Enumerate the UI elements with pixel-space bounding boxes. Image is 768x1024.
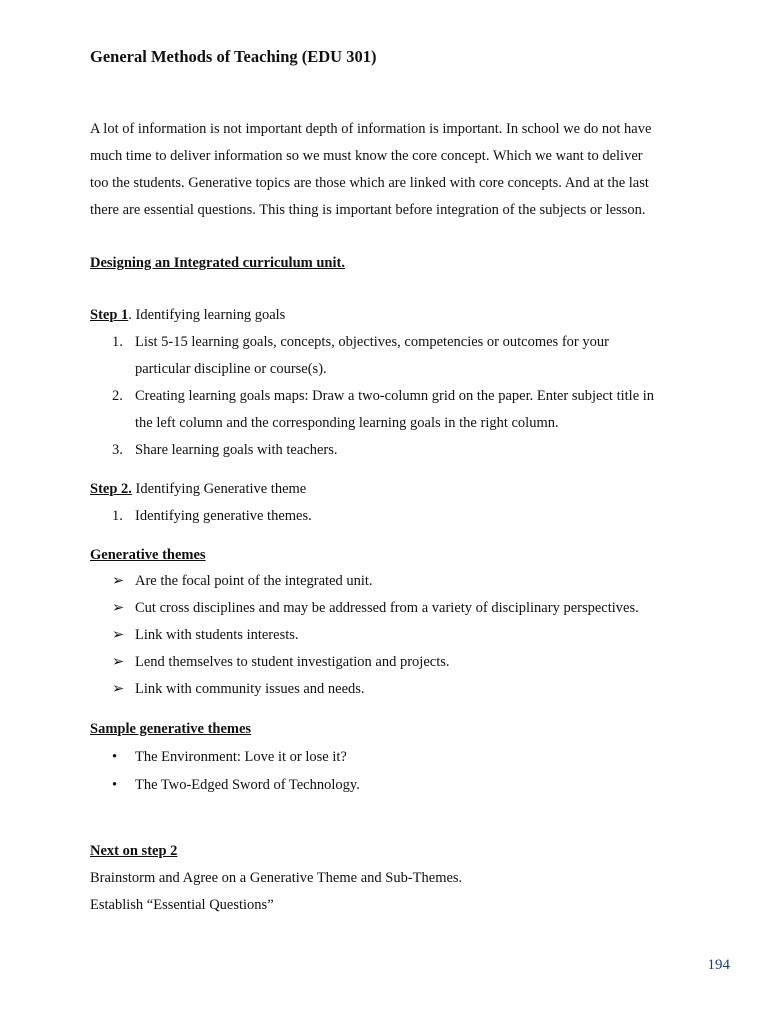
generative-themes-heading: Generative themes — [90, 547, 206, 563]
section-heading: Designing an Integrated curriculum unit. — [90, 255, 345, 271]
list-item: ➢ Lend themselves to student investigation and projects. — [90, 649, 639, 676]
step-2-text: Identifying Generative theme — [131, 481, 307, 497]
step-2-label: Step 2. — [90, 481, 132, 497]
list-item: • The Environment: Love it or lose it? — [90, 743, 360, 771]
step-1-list — [90, 329, 654, 464]
intro-line: there are essential questions. This thing is important before integration of the subjects or lesson. — [90, 202, 646, 218]
list-number: 1. — [112, 334, 123, 350]
step-1-text: . Identifying learning goals — [128, 307, 286, 323]
sample-themes-heading: Sample generative themes — [90, 721, 252, 737]
generative-themes-list — [90, 568, 639, 703]
arrow-bullet-icon: ➢ — [112, 681, 125, 697]
list-item-line: List 5-15 learning goals, concepts, objectives, competencies or outcomes for your — [135, 334, 609, 350]
step-2-line — [90, 481, 306, 498]
list-item-line: Share learning goals with teachers. — [135, 442, 338, 458]
list-item: ➢ Link with students interests. — [90, 622, 639, 649]
list-item — [90, 383, 654, 437]
list-number: 2. — [112, 388, 123, 404]
next-step-line: Brainstorm and Agree on a Generative Theme and Sub-Themes. — [90, 870, 463, 886]
intro-paragraph — [90, 116, 690, 224]
list-item-line: Creating learning goals maps: Draw a two-column grid on the paper. Enter subject title in — [135, 388, 655, 404]
list-item — [90, 437, 654, 464]
page-number: 194 — [707, 957, 730, 973]
list-item — [90, 503, 312, 530]
next-step-heading: Next on step 2 — [90, 843, 178, 859]
list-number: 1. — [112, 508, 123, 524]
list-item-line: particular discipline or course(s). — [135, 361, 327, 377]
intro-line: much time to deliver information so we must know the core concept. Which we want to deliver — [90, 148, 643, 164]
arrow-bullet-icon: ➢ — [112, 573, 125, 589]
next-step-line: Establish “Essential Questions” — [90, 897, 274, 913]
dot-bullet-icon: • — [112, 777, 118, 793]
step-1-label: Step 1 — [90, 307, 129, 323]
list-number: 3. — [112, 442, 123, 458]
step-1-line — [90, 307, 285, 324]
list-item — [90, 329, 654, 383]
list-item: ➢ Are the focal point of the integrated unit. — [90, 568, 639, 595]
arrow-bullet-icon: ➢ — [112, 627, 125, 643]
step-2-list — [90, 503, 312, 530]
sample-themes-list — [90, 743, 360, 799]
dot-bullet-icon: • — [112, 749, 118, 765]
arrow-bullet-icon: ➢ — [112, 654, 125, 670]
intro-line: A lot of information is not important depth of information is important. In school we do not have — [90, 121, 652, 137]
list-item-line: Identifying generative themes. — [135, 508, 312, 524]
list-item: ➢ Link with community issues and needs. — [90, 676, 639, 703]
arrow-bullet-icon: ➢ — [112, 600, 125, 616]
page-title: General Methods of Teaching (EDU 301) — [90, 47, 377, 66]
intro-line: too the students. Generative topics are those which are linked with core concepts. And at the last — [90, 175, 649, 191]
list-item: ➢ Cut cross disciplines and may be addressed from a variety of disciplinary perspectives. — [90, 595, 639, 622]
list-item-line: the left column and the corresponding learning goals in the right column. — [135, 415, 559, 431]
list-item: • The Two-Edged Sword of Technology. — [90, 771, 360, 799]
